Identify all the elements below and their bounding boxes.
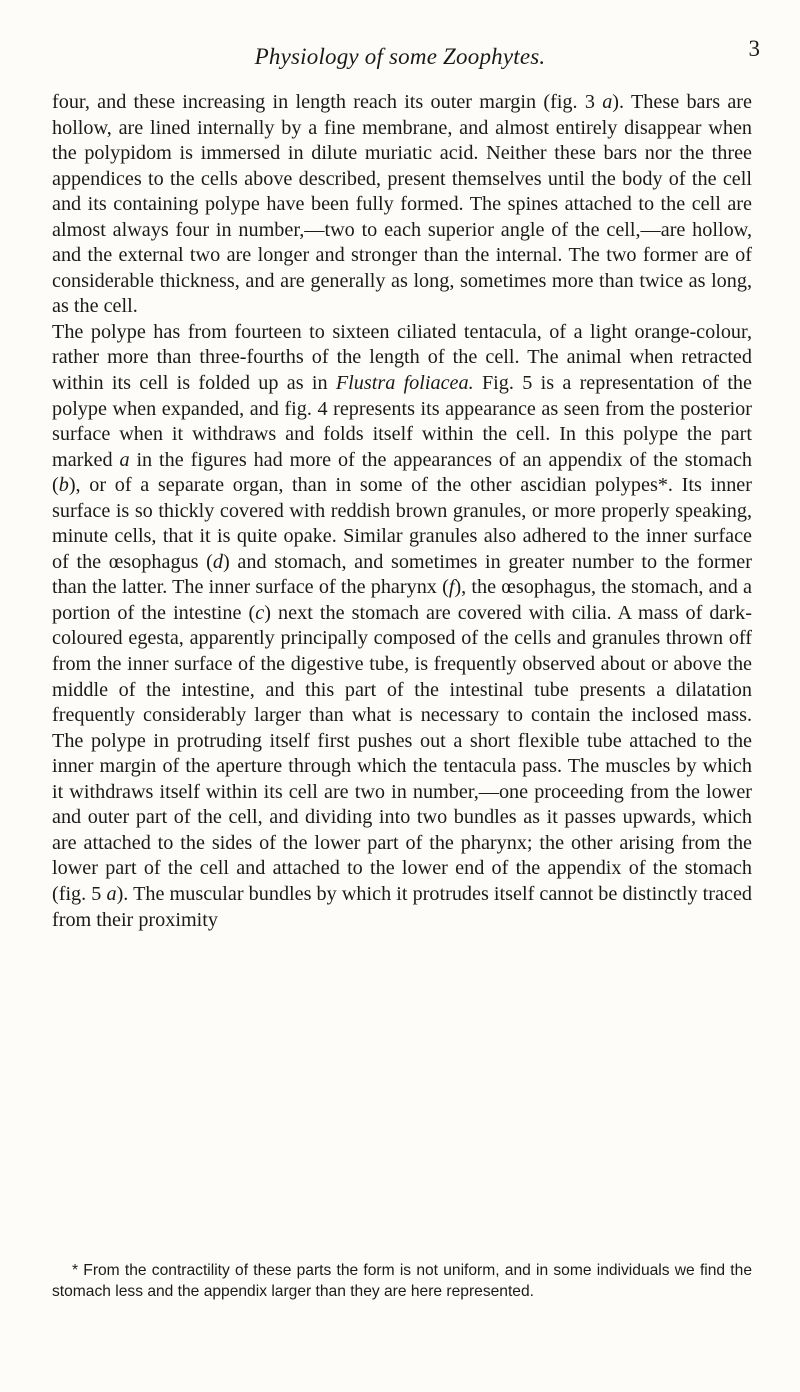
species-name: Flustra foliacea. bbox=[335, 372, 474, 395]
paragraph-1 bbox=[52, 90, 752, 320]
running-head bbox=[40, 36, 760, 74]
text-run: ) and stomach, and sometimes in greater number to the former than the latter. The inner surface of the pharynx ( bbox=[52, 550, 752, 599]
text-run: ) next the stomach are covered with cilia. A mass of dark-coloured egesta, apparently principally composed of the cells and granules thrown off from the inner surface of the digestive tube, is frequently observed about or above the middle of the intestine, and this part of the intestinal tube presents a dilatation frequently considerably larger than what is necessary to contain the inclosed mass. The polype in protruding itself first pushes out a short flexible tube attached to the inner margin of the aperture through which the tentacula pass. The muscles by which it withdraws itself within its cell are two in number,—one proceeding from the lower and outer part of the cell, and dividing into two bundles as it passes upwards, which are attached to the sides of the lower part of the pharynx; the other arising from the lower part of the cell and attached to the lower end of the appendix of the stomach (fig. 5 bbox=[52, 601, 752, 905]
figure-letter: a bbox=[119, 448, 130, 471]
text-run: The polype has from fourteen to sixteen ciliated tentacula, of a light orange-colour, rather more than three-fourths of the length of the cell. The animal when retracted within its cell is folded up as in bbox=[52, 320, 752, 395]
text-run: ). The muscular bundles by which it protrudes itself cannot be distinctly traced from their proximity bbox=[52, 882, 752, 931]
figure-letter: f bbox=[448, 576, 455, 599]
footnote bbox=[52, 1261, 752, 1302]
running-title: Physiology of some Zoophytes. bbox=[254, 44, 546, 69]
footnote-text: * From the contractility of these parts the form is not uniform, and in some individuals we find the stomach less and the appendix larger than they are here represented. bbox=[52, 1262, 752, 1300]
figure-letter: a bbox=[602, 91, 613, 113]
text-run: four, and these increasing in length reach its outer margin (fig. 3 bbox=[52, 91, 603, 113]
text-run: ), the œsophagus, the stomach, and a portion of the intestine ( bbox=[52, 576, 753, 624]
figure-letter: c bbox=[255, 601, 265, 624]
figure-letter: b bbox=[58, 474, 69, 497]
page-number: 3 bbox=[748, 36, 760, 61]
text-run: ), or of a separate organ, than in some of the other ascidian polypes*. Its inner surface is so thickly covered with reddish brown granules, or more properly speaking, minute cells, that it is quite opake. Similar granules also adhered to the inner surface of the œsophagus ( bbox=[52, 474, 752, 573]
figure-letter: d bbox=[212, 550, 223, 573]
body-text bbox=[52, 90, 752, 933]
paragraph-2 bbox=[52, 320, 752, 933]
text-run: in the figures had more of the appearances of an appendix of the stomach ( bbox=[52, 448, 752, 497]
figure-letter: a bbox=[106, 882, 117, 905]
text-run: ). These bars are hollow, are lined internally by a fine membrane, and almost entirely disappear when the polypidom is immersed in dilute muriatic acid. Neither these bars nor the three appendices to the cells above described, present themselves until the body of the cell and its containing polype have been fully formed. The spines attached to the cell are almost always four in number,—two to each superior angle of the cell,—are hollow, and the external two are longer and stronger than the internal. The two former are of considerable thickness, and are generally as long, sometimes more than twice as long, as the cell. bbox=[52, 91, 752, 318]
text-run: Fig. 5 is a representation of the polype when expanded, and fig. 4 represents its appearance as seen from the posterior surface when it withdraws and folds itself within the cell. In this polype the part marked bbox=[52, 372, 752, 471]
